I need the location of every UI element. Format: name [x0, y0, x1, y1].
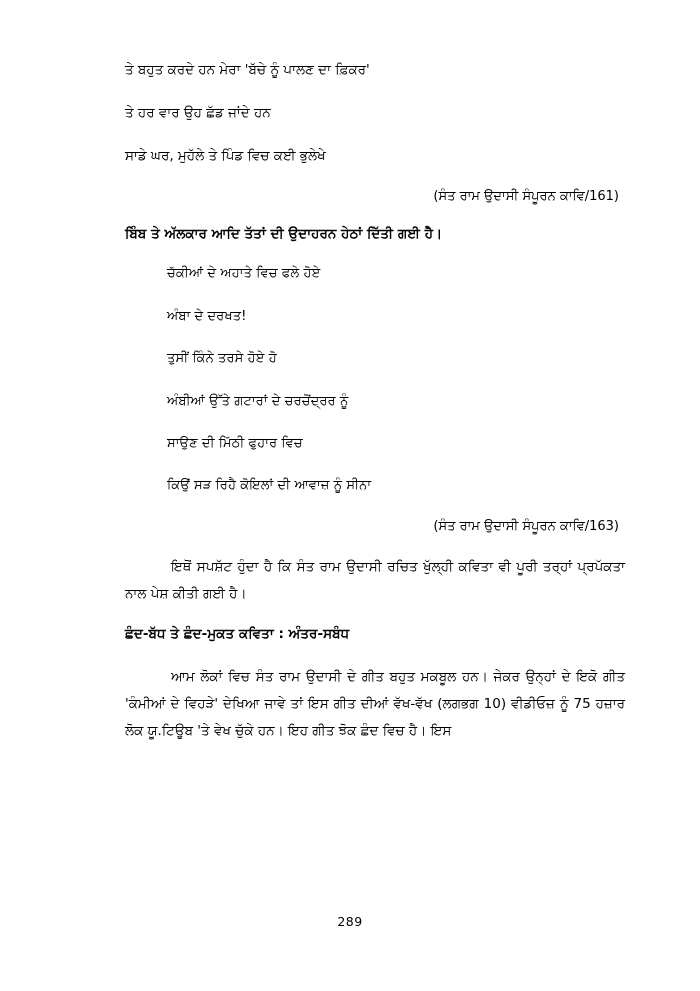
section-heading: ਬਿੰਬ ਤੇ ਅੱਲਕਾਰ ਆਦਿ ਤੱਤਾਂ ਦੀ ਉਦਾਹਰਨ ਹੇਠਾਂ ਦਿੱਤੀ ਗਈ ਹੈ। — [125, 225, 443, 242]
section-heading: ਛੰਦ-ਬੱਧ ਤੇ ਛੰਦ-ਮੁਕਤ ਕਵਿਤਾ : ਅੰਤਰ-ਸਬੰਧ — [125, 625, 350, 642]
page-content — [125, 60, 625, 745]
poem-line: ਅੰਬੀਆਂ ਉੱਤੇ ਗਟਾਰਾਂ ਦੇ ਚਰਚੋਂਦ੍ਰਰ ਨੂੰ — [167, 393, 349, 409]
poem-line: ਤੁਸੀਂ ਕਿੰਨੇ ਤਰਸੇ ਹੋਏ ਹੋ — [167, 351, 277, 367]
poem-line: ਕਿਉਂ ਸੜ ਰਿਹੈ ਕੋਇਲਾਂ ਦੀ ਆਵਾਜ਼ ਨੂੰ ਸੀਨਾ — [167, 478, 372, 494]
page-number: 289 — [337, 914, 363, 929]
paragraph-text: ਇਥੋਂ ਸਪਸ਼ੱਟ ਹੁੰਦਾ ਹੈ ਕਿ ਸੰਤ ਰਾਮ ਉਦਾਸੀ ਰਚਿਤ ਖੁੱਲ੍ਹੀ ਕਵਿਤਾ ਵੀ ਪੂਰੀ ਤਰ੍ਹਾਂ ਪ੍ਰਪੱਕਤਾ ਨਾਲ ਪੇਸ਼ ਕੀਤੀ ਗਈ ਹੈ। — [125, 558, 625, 602]
body-paragraph — [125, 664, 625, 745]
citation: (ਸੰਤ ਰਾਮ ਉਦਾਸੀ ਸੰਪੂਰਨ ਕਾਵਿ/163) — [433, 518, 619, 534]
poem-line: ਤੇ ਹਰ ਵਾਰ ਉਹ ਛੱਡ ਜਾਂਦੇ ਹਨ — [125, 104, 271, 121]
body-paragraph — [125, 554, 625, 608]
citation: (ਸੰਤ ਰਾਮ ਉਦਾਸੀ ਸੰਪੂਰਨ ਕਾਵਿ/161) — [433, 188, 619, 204]
poem-line: ਤੇ ਬਹੁਤ ਕਰਦੇ ਹਨ ਮੇਰਾ 'ਬੱਚੇ ਨੂੰ ਪਾਲਣ ਦਾ ਫ਼ਿਕਰ' — [125, 62, 370, 78]
poem-line: ਸਾਉਣ ਦੀ ਮਿੱਠੀ ਫੁਹਾਰ ਵਿਚ — [167, 435, 303, 451]
poem-line: ਚੱਕੀਆਂ ਦੇ ਅਹਾਤੇ ਵਿਚ ਫਲੇ ਹੋਏ — [167, 266, 321, 282]
paragraph-text: ਆਮ ਲੋਕਾਂ ਵਿਚ ਸੰਤ ਰਾਮ ਉਦਾਸੀ ਦੇ ਗੀਤ ਬਹੁਤ ਮਕਬੂਲ ਹਨ। ਜੇਕਰ ਉਨ੍ਹਾਂ ਦੇ ਇਕੋ ਗੀਤ 'ਕੰਮੀਆਂ ਦੇ ਵਿਹੜੇ' ਦੇਖਿਆ ਜਾਵੇ ਤਾਂ ਇਸ ਗੀਤ ਦੀਆਂ ਵੱਖ-ਵੱਖ (ਲਗਭਗ 10) ਵੀਡੀਓਜ਼ ਨੂੰ 75 ਹਜ਼ਾਰ ਲੋਕ ਯੂ.ਟਿਊਬ 'ਤੇ ਵੇਖ ਚੁੱਕੇ ਹਨ। ਇਹ ਗੀਤ ਝੋਕ ਛੰਦ ਵਿਚ ਹੈ। ਇਸ — [125, 669, 625, 740]
poem-line: ਸਾਡੇ ਘਰ, ਮੁਹੱਲੇ ਤੇ ਪਿੰਡ ਵਿਚ ਕਈ ਭੁਲੇਖੇ — [125, 147, 326, 164]
poem-line: ਅੰਬਾ ਦੇ ਦਰਖਤ! — [167, 308, 247, 324]
